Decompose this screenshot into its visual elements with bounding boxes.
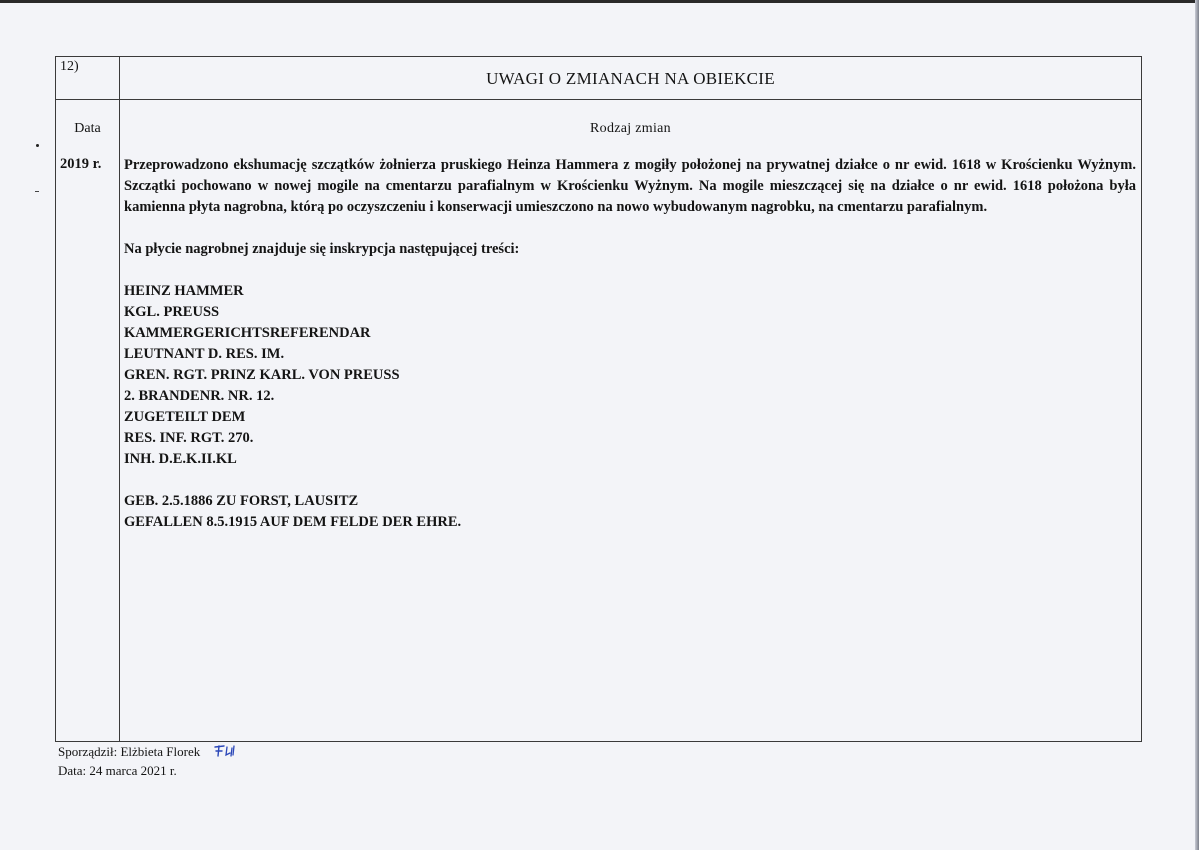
inscription-line: KAMMERGERICHTSREFERENDAR — [124, 325, 371, 341]
entry-date: 2019 r. — [60, 156, 102, 172]
death-line: GEFALLEN 8.5.1915 AUF DEM FELDE DER EHRE. — [124, 514, 462, 530]
entry-body — [124, 155, 1136, 533]
date-column-header: Data — [74, 121, 101, 136]
header-divider — [56, 99, 1141, 100]
inscription-intro: Na płycie nagrobnej znajduje się inskrypcja następującej treści: — [124, 241, 520, 257]
document-date: Data: 24 marca 2021 r. — [58, 763, 177, 778]
birth-line: GEB. 2.5.1886 ZU FORST, LAUSITZ — [124, 493, 359, 509]
inscription-line: HEINZ HAMMER — [124, 283, 244, 299]
inscription-line: LEUTNANT D. RES. IM. — [124, 346, 285, 362]
page-shadow — [1195, 0, 1199, 850]
inscription-line: INH. D.E.K.II.KL — [124, 451, 237, 467]
margin-mark — [36, 144, 39, 147]
changes-table — [55, 56, 1142, 742]
inscription-line: GREN. RGT. PRINZ KARL. VON PREUSS — [124, 367, 400, 383]
birth-death-dates — [124, 491, 1136, 533]
prepared-by-line — [58, 743, 239, 763]
prepared-by: Sporządził: Elżbieta Florek — [58, 743, 201, 759]
page-edge — [0, 0, 1199, 3]
footer — [58, 743, 239, 779]
handwritten-signature — [213, 743, 239, 763]
entry-description: Przeprowadzono ekshumację szczątków żołnierza pruskiego Heinza Hammera z mogiły położonej na prywatnej działce o nr ewid. 1618 w Krościenku Wyżnym. Szczątki pochowano w nowej mogile na cmentarzu parafialnym w Krościenku Wyżnym. Na mogile mieszczącej się na działce o nr ewid. 1618 położona była kamienna płyta nagrobna, którą po oczyszczeniu i konserwacji umieszczono na nowo wybudowanym nagrobku, na cmentarzu parafialnym. — [124, 157, 1136, 215]
section-title: UWAGI O ZMIANACH NA OBIEKCIE — [486, 69, 775, 88]
inscription-line: ZUGETEILT DEM — [124, 409, 246, 425]
inscription — [124, 281, 1136, 470]
section-number: 12) — [60, 59, 79, 74]
column-divider — [119, 57, 120, 741]
inscription-line: RES. INF. RGT. 270. — [124, 430, 254, 446]
inscription-line: 2. BRANDENR. NR. 12. — [124, 388, 275, 404]
margin-mark — [35, 191, 39, 192]
changes-column-header: Rodzaj zmian — [590, 121, 671, 136]
inscription-line: KGL. PREUSS — [124, 304, 220, 320]
